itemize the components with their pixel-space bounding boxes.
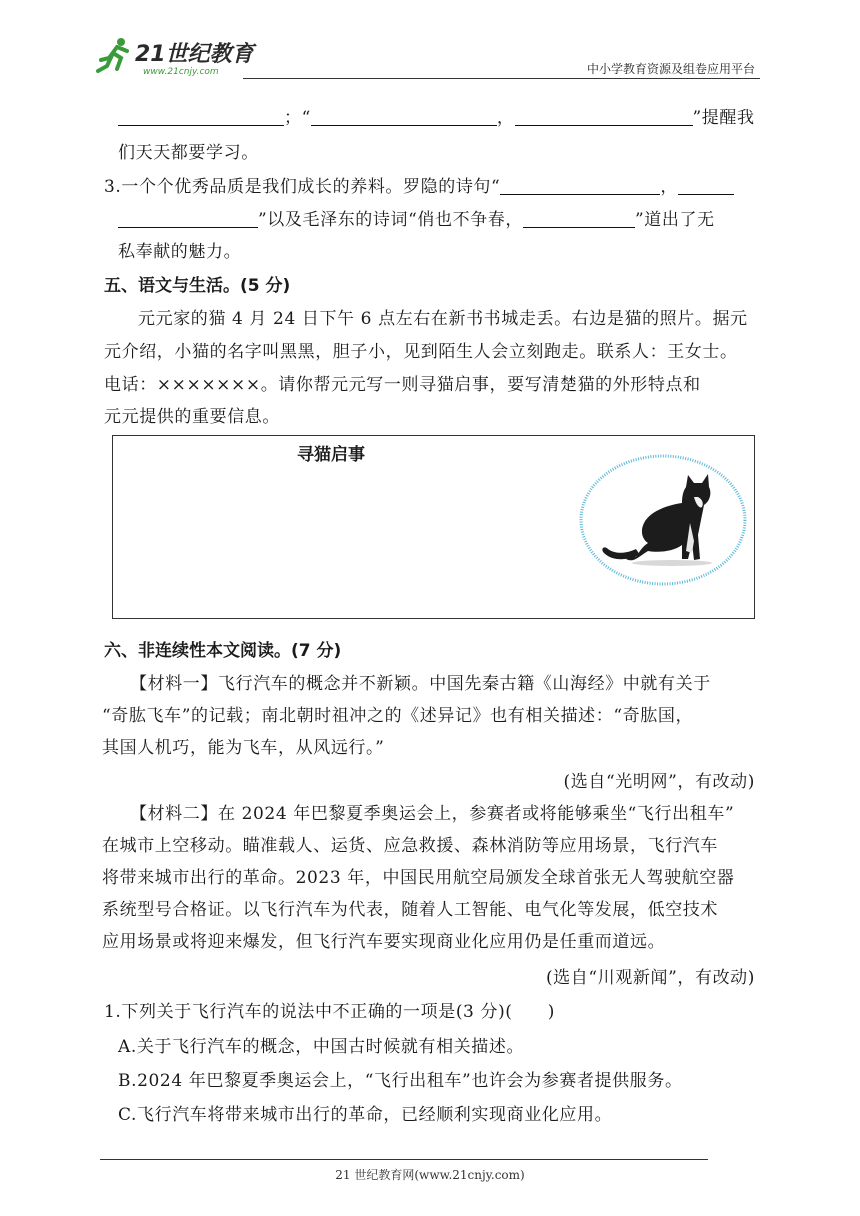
option-b[interactable]: B.2024 年巴黎夏季奥运会上，“飞行出租车”也许会为参赛者提供服务。 xyxy=(118,1071,683,1091)
section-5-paragraph-line: 电话：×××××××。请你帮元元写一则寻猫启事，要写清楚猫的外形特点和 xyxy=(104,375,701,395)
option-a[interactable]: A.关于飞行汽车的概念，中国古时候就有相关描述。 xyxy=(118,1037,525,1057)
answer-blank[interactable] xyxy=(500,177,660,195)
section-5-paragraph-line: 元介绍，小猫的名字叫黑黑，胆子小，见到陌生人会立刻跑走。联系人：王女士。 xyxy=(104,342,738,362)
section-5-paragraph-line: 元元家的猫 4 月 24 日下午 6 点左右在新书书城走丢。右边是猫的照片。据元 xyxy=(138,309,748,329)
q2-line-2: 们天天都要学习。 xyxy=(118,143,259,163)
material-2-source: (选自“川观新闻”，有改动) xyxy=(545,968,755,988)
section-6-heading: 六、非连续性本文阅读。(7 分) xyxy=(104,641,342,661)
page-header xyxy=(95,36,760,80)
material-2-line: 将带来城市出行的革命。2023 年，中国民用航空局颁发全球首张无人驾驶航空器 xyxy=(102,868,735,888)
footer-text: 21 世纪教育网(www.21cnjy.com) xyxy=(335,1168,525,1182)
material-2-line: 应用场景或将迎来爆发，但飞行汽车要实现商业化应用仍是任重而道远。 xyxy=(102,932,666,952)
site-logo xyxy=(95,36,270,78)
material-1-line: “奇肱飞车”的记载；南北朝时祖冲之的《述异记》也有相关描述：“奇肱国， xyxy=(102,706,694,726)
q3-line-2: ”以及毛泽东的诗词“俏也不争春， ”道出了无 xyxy=(118,208,715,232)
lost-cat-notice-box[interactable] xyxy=(112,435,755,619)
svg-text:21世纪教育: 21世纪教育 xyxy=(135,42,254,67)
notice-title: 寻猫启事 xyxy=(297,445,365,465)
section-5-paragraph-line: 元元提供的重要信息。 xyxy=(104,407,280,427)
option-c[interactable]: C.飞行汽车将带来城市出行的革命，已经顺利实现商业化应用。 xyxy=(118,1105,613,1125)
q2-line-1: ；“ ， ”提醒我 xyxy=(118,106,755,130)
material-1-source: (选自“光明网”，有改动) xyxy=(563,772,755,792)
answer-blank[interactable] xyxy=(311,108,497,126)
answer-blank[interactable] xyxy=(515,108,693,126)
svg-text:www.21cnjy.com: www.21cnjy.com xyxy=(143,67,219,77)
answer-blank[interactable] xyxy=(118,210,258,228)
material-2-line: 在城市上空移动。瞄准载人、运货、应急救援、森林消防等应用场景，飞行汽车 xyxy=(102,836,718,856)
answer-blank[interactable] xyxy=(118,108,284,126)
cat-photo-icon xyxy=(578,453,748,587)
footer-divider xyxy=(100,1159,708,1160)
platform-label: 中小学教育资源及组卷应用平台 xyxy=(586,62,755,76)
material-1-line: 【材料一】飞行汽车的概念并不新颖。中国先秦古籍《山海经》中就有关于 xyxy=(130,674,711,694)
answer-blank[interactable] xyxy=(678,177,734,195)
material-2-line: 【材料二】在 2024 年巴黎夏季奥运会上，参赛者或将能够乘坐“飞行出租车” xyxy=(130,804,735,824)
header-divider xyxy=(243,78,760,79)
question-1: 1.下列关于飞行汽车的说法中不正确的一项是(3 分)( ) xyxy=(104,1002,555,1022)
answer-blank[interactable] xyxy=(523,210,635,228)
q3-line-1: 3.一个个优秀品质是我们成长的养料。罗隐的诗句“ ， xyxy=(104,175,734,199)
running-man-icon xyxy=(98,38,127,71)
material-1-line: 其国人机巧，能为飞车，从风远行。” xyxy=(102,738,385,758)
section-5-heading: 五、语文与生活。(5 分) xyxy=(104,276,291,296)
material-2-line: 系统型号合格证。以飞行汽车为代表，随着人工智能、电气化等发展，低空技术 xyxy=(102,900,718,920)
q3-line-3: 私奉献的魅力。 xyxy=(118,242,242,262)
